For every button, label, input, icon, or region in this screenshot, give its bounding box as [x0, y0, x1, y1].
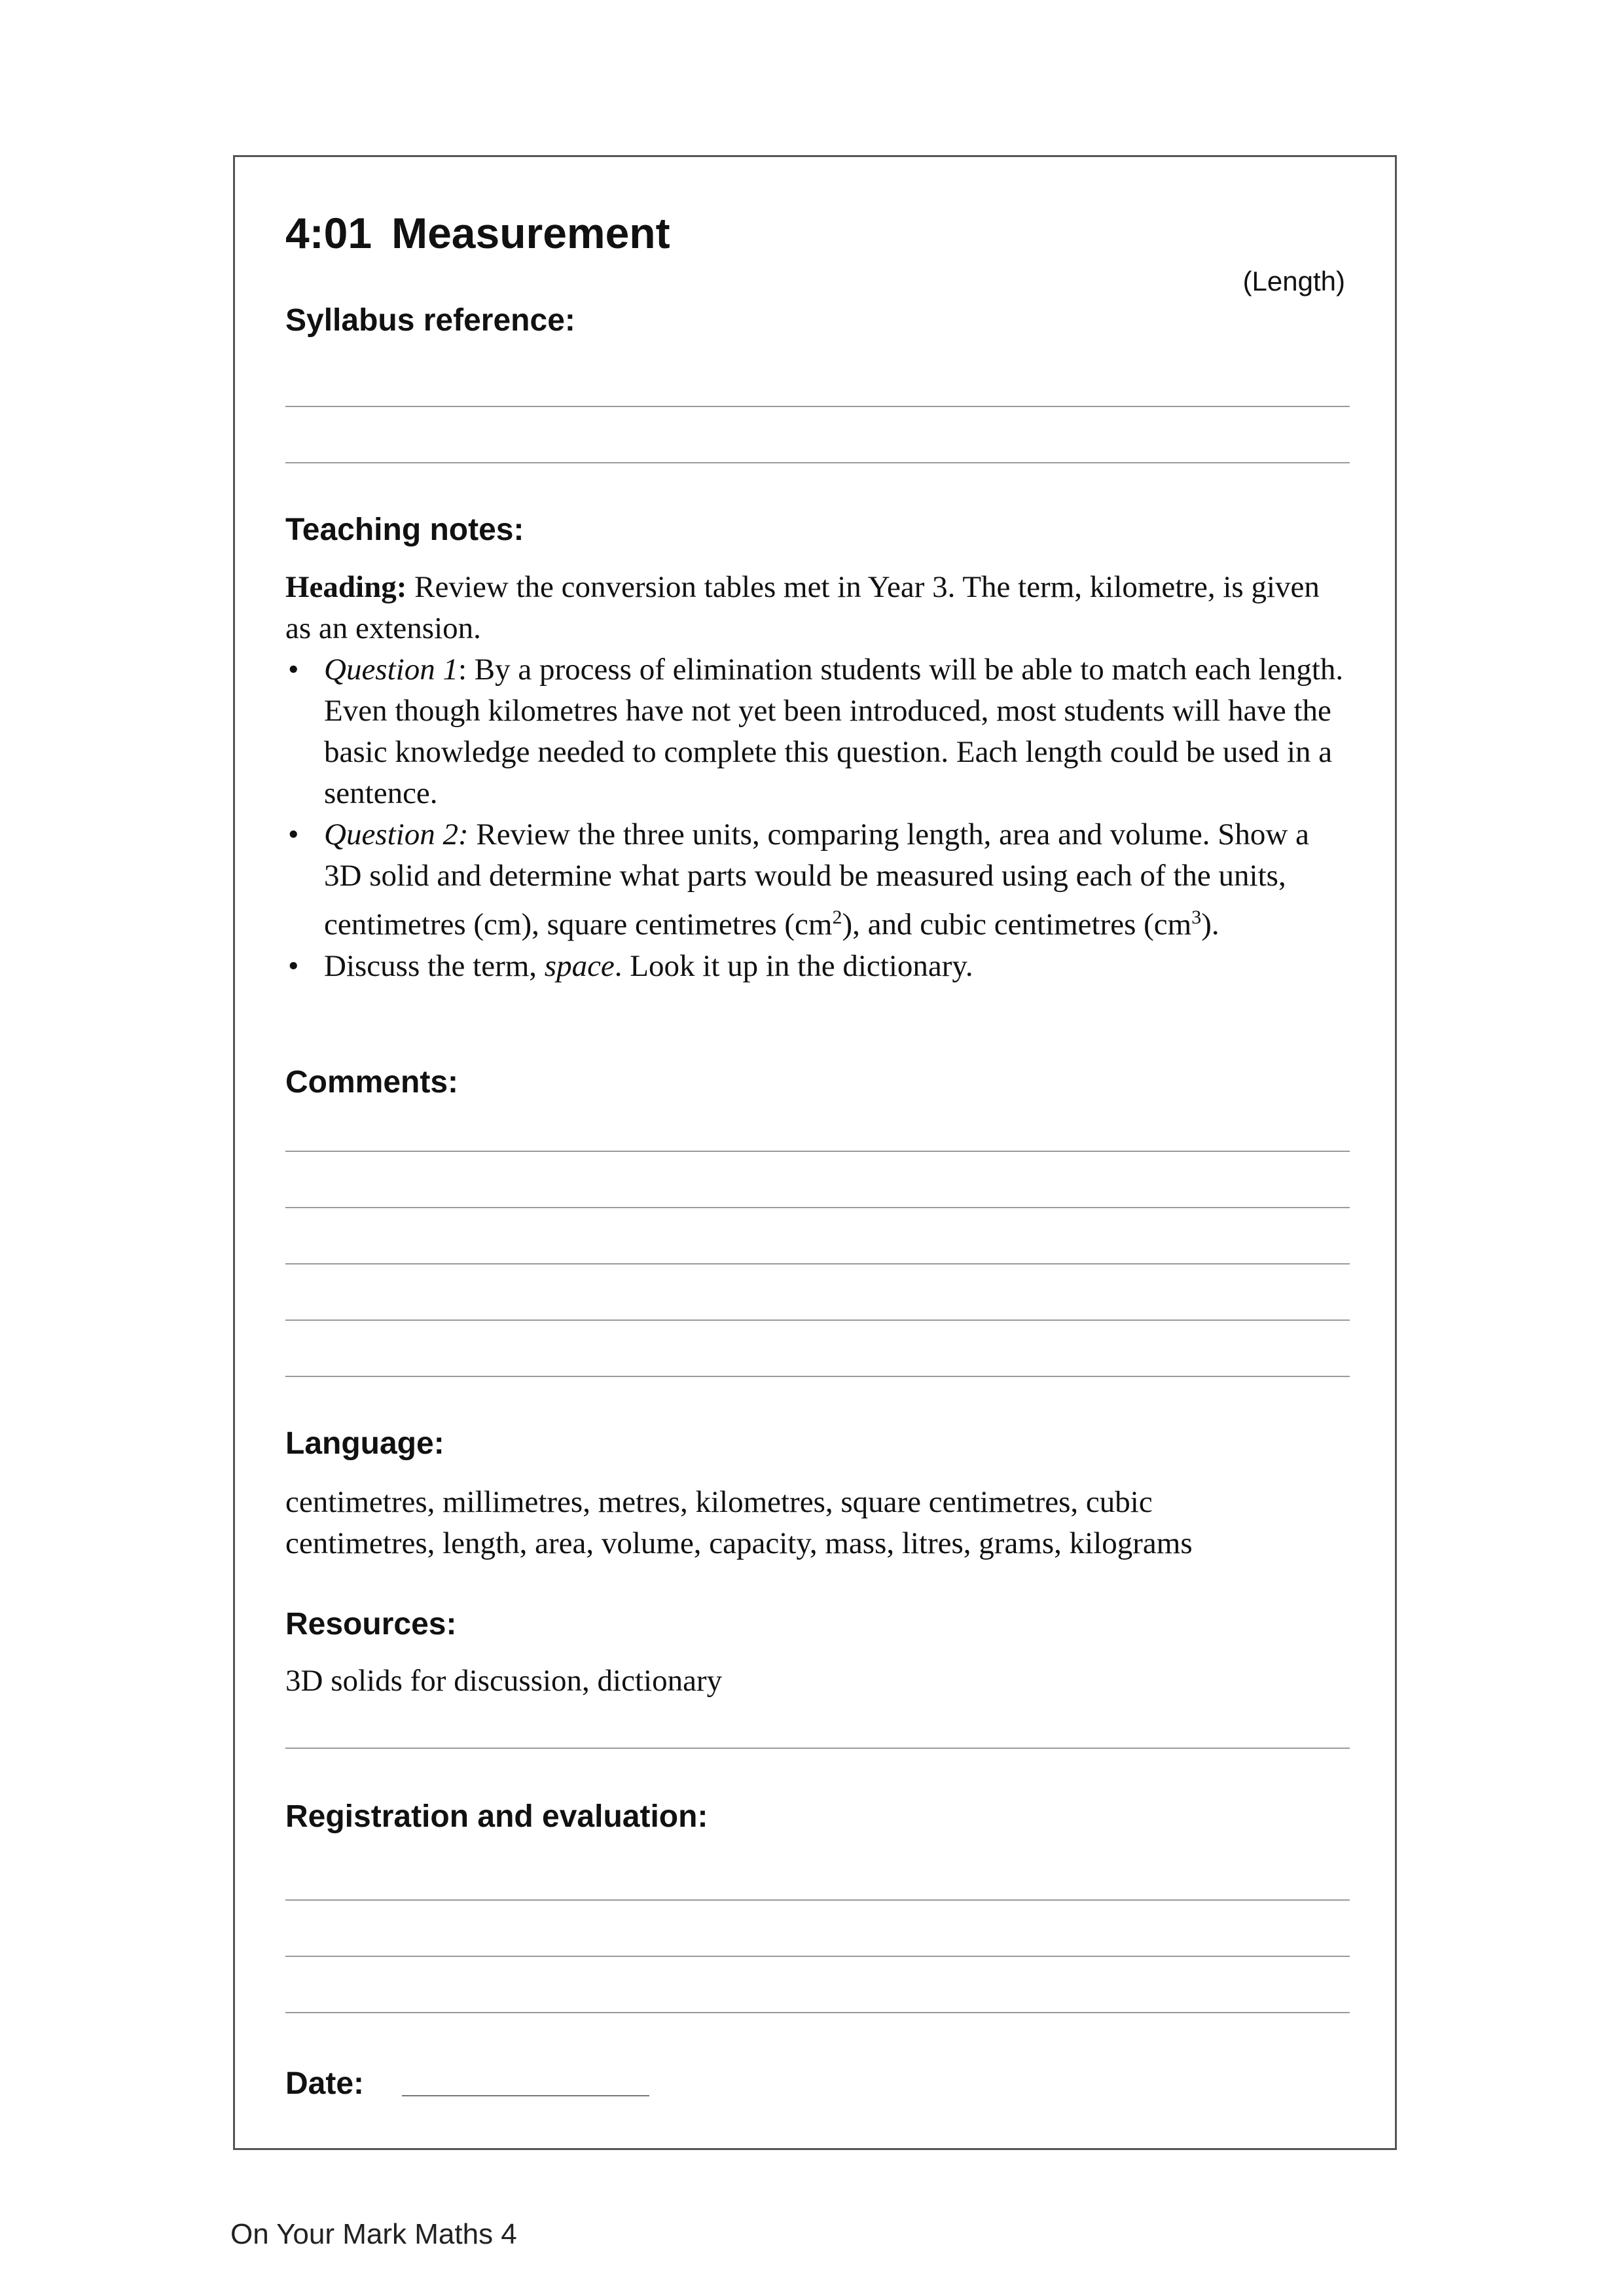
date-field[interactable]	[402, 2095, 649, 2096]
question-2-text: ), and cubic centimetres (cm	[842, 907, 1192, 942]
comments-line-5[interactable]	[285, 1376, 1350, 1377]
registration-line-3[interactable]	[285, 2012, 1350, 2013]
comments-line-1[interactable]	[285, 1151, 1350, 1152]
subtopic-label: (Length)	[1242, 266, 1345, 296]
bullet-icon: •	[288, 948, 299, 983]
syllabus-heading: Syllabus reference:	[285, 303, 575, 338]
footer-text: On Your Mark Maths 4	[230, 2218, 517, 2250]
list-item	[285, 814, 1352, 946]
registration-line-1[interactable]	[285, 1899, 1350, 1901]
page-title	[285, 208, 670, 258]
comments-line-3[interactable]	[285, 1263, 1350, 1265]
comments-heading: Comments:	[285, 1065, 459, 1100]
bullet-icon: •	[288, 653, 299, 687]
discuss-text: . Look it up in the dictionary.	[614, 948, 973, 983]
list-item	[285, 649, 1352, 814]
date-label: Date:	[285, 2066, 365, 2101]
list-item	[285, 946, 1352, 987]
lesson-number: 4:01	[285, 209, 372, 257]
discuss-term: space	[544, 948, 615, 983]
question-1-text: : By a process of elimination students will be able to match each length. Even though kilometres have not yet been introduced, most students will have the basic knowledge needed to complete this question. Each length could be used in a sentence.	[324, 653, 1344, 810]
syllabus-line-2[interactable]	[285, 462, 1350, 463]
question-2-text: ).	[1201, 907, 1219, 942]
superscript: 2	[832, 906, 842, 928]
registration-heading: Registration and evaluation:	[285, 1799, 708, 1834]
comments-line-2[interactable]	[285, 1207, 1350, 1208]
lesson-title: Measurement	[391, 209, 670, 257]
teaching-notes-list	[285, 649, 1352, 987]
resources-heading: Resources:	[285, 1607, 457, 1641]
resources-text: 3D solids for discussion, dictionary	[285, 1664, 723, 1698]
teaching-notes-heading: Teaching notes:	[285, 512, 524, 547]
question-2-text: Review the three units, comparing length, area and volume. Show a 3D solid and determine what parts would be measured using each of the units, centimetres (cm), square centimetres (cm	[324, 817, 1309, 942]
discuss-text: Discuss the term,	[324, 948, 545, 983]
intro-bold-label: Heading:	[285, 570, 407, 604]
question-2-label: Question 2:	[324, 817, 469, 852]
registration-line-2[interactable]	[285, 1956, 1350, 1957]
superscript: 3	[1191, 906, 1202, 928]
language-text: centimetres, millimetres, metres, kilometres, square centimetres, cubic centimetres, length, area, volume, capacity, mass, litres, grams, kilograms	[285, 1485, 1193, 1560]
language-heading: Language:	[285, 1426, 444, 1461]
question-1-label: Question 1	[324, 653, 458, 687]
intro-text: Review the conversion tables met in Year 3. The term, kilometre, is given as an extension.	[285, 570, 1320, 645]
syllabus-line-1[interactable]	[285, 406, 1350, 407]
resources-line[interactable]	[285, 1748, 1350, 1749]
page-frame	[233, 155, 1397, 2150]
teaching-notes-body	[285, 567, 1352, 987]
comments-line-4[interactable]	[285, 1319, 1350, 1321]
bullet-icon: •	[288, 817, 299, 852]
teaching-notes-intro	[285, 567, 1352, 649]
